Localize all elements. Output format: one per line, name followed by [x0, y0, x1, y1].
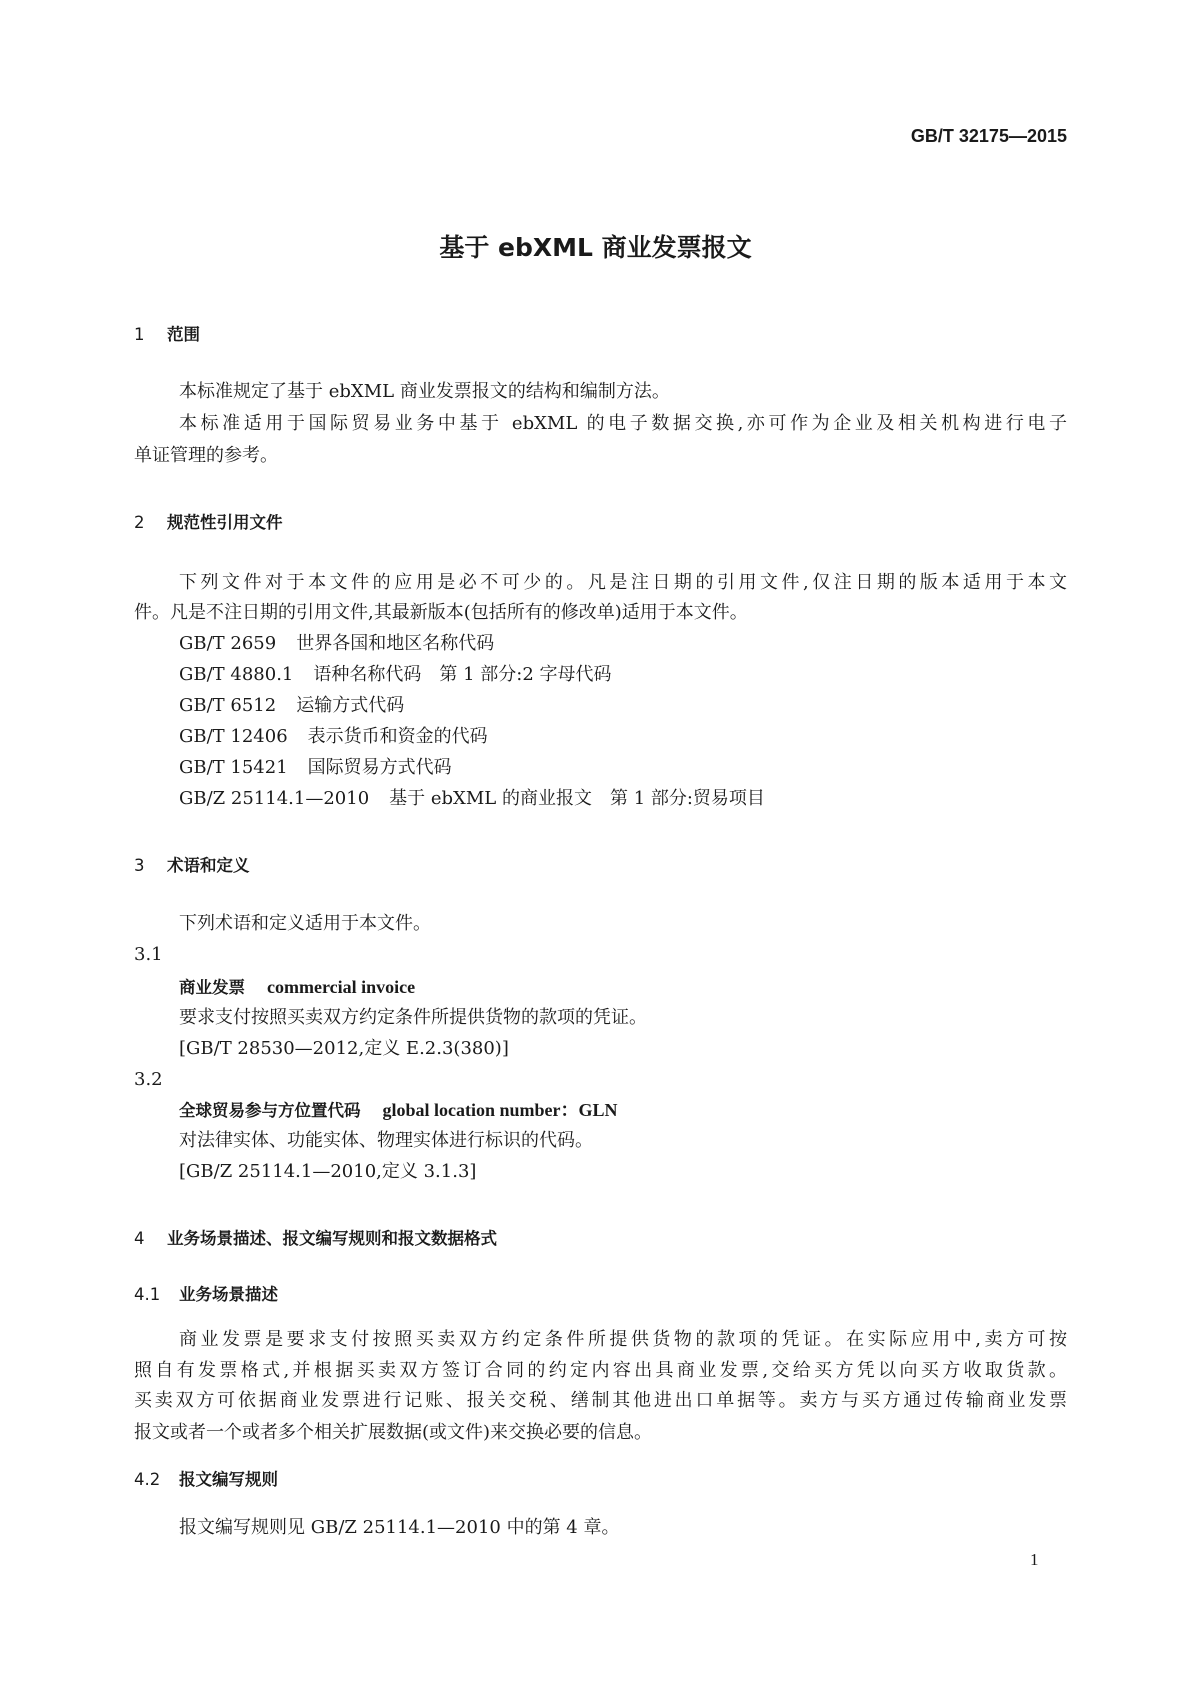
section-title: 术语和定义 — [167, 856, 250, 875]
section-4-1-heading — [134, 1281, 278, 1305]
normative-reference — [179, 633, 494, 655]
paragraph: 本标准适用于国际贸易业务中基于 ebXML 的电子数据交换,亦可作为企业及相关机构进行电子 — [179, 413, 1067, 434]
normative-reference — [179, 757, 452, 779]
paragraph-line: 报文或者一个或者多个相关扩展数据(或文件)来交换必要的信息。 — [134, 1422, 653, 1443]
paragraph: 件。凡是不注日期的引用文件,其最新版本(包括所有的修改单)适用于本文件。 — [134, 602, 748, 623]
section-3-heading — [134, 852, 250, 876]
term-zh: 全球贸易参与方位置代码 — [179, 1101, 361, 1120]
section-4-heading — [134, 1225, 497, 1249]
term-en: commercial invoice — [267, 977, 416, 997]
term-source: [GB/T 28530—2012,定义 E.2.3(380)] — [179, 1038, 509, 1059]
reference-title: 基于 ebXML 的商业报文 第 1 部分:贸易项目 — [389, 788, 765, 809]
standard-number: GB/T 32175—2015 — [910, 126, 1067, 146]
term-zh: 商业发票 — [179, 978, 245, 997]
paragraph-line: 商业发票是要求支付按照买卖双方约定条件所提供货物的款项的凭证。在实际应用中,卖方可按 — [179, 1329, 1067, 1350]
term-definition: 要求支付按照买卖双方约定条件所提供货物的款项的凭证。 — [179, 1007, 647, 1028]
reference-title: 语种名称代码 第 1 部分:2 字母代码 — [313, 664, 612, 685]
term-en: global location number：GLN — [382, 1100, 618, 1120]
section-number: 1 — [134, 325, 145, 344]
paragraph: 下列文件对于本文件的应用是必不可少的。凡是注日期的引用文件,仅注日期的版本适用于本文 — [179, 572, 1067, 593]
paragraph-line: 照自有发票格式,并根据买卖双方签订合同的约定内容出具商业发票,交给买方凭以向买方收取货款。 — [134, 1360, 1067, 1381]
section-1-heading — [134, 321, 200, 345]
reference-code: GB/T 6512 — [179, 695, 277, 716]
section-number: 4.2 — [134, 1470, 161, 1489]
paragraph: 报文编写规则见 GB/Z 25114.1—2010 中的第 4 章。 — [179, 1517, 620, 1538]
page-number: 1 — [1030, 1550, 1039, 1569]
term-name — [179, 1099, 618, 1122]
section-title: 范围 — [167, 325, 200, 344]
term-number: 3.2 — [134, 1069, 163, 1090]
normative-reference — [179, 664, 612, 686]
section-title: 业务场景描述 — [179, 1285, 278, 1304]
paragraph-line: 买卖双方可依据商业发票进行记账、报关交税、缮制其他进出口单据等。卖方与买方通过传输商业发票 — [134, 1390, 1067, 1411]
reference-title: 表示货币和资金的代码 — [307, 726, 488, 747]
reference-code: GB/T 12406 — [179, 726, 288, 747]
reference-title: 国际贸易方式代码 — [307, 757, 452, 778]
normative-reference — [179, 726, 488, 748]
section-title: 报文编写规则 — [179, 1470, 278, 1489]
normative-reference — [179, 788, 765, 810]
section-number: 4 — [134, 1229, 145, 1248]
section-4-2-heading — [134, 1466, 278, 1490]
paragraph: 单证管理的参考。 — [134, 445, 278, 466]
section-number: 2 — [134, 513, 145, 532]
section-2-heading — [134, 509, 283, 533]
paragraph: 本标准规定了基于 ebXML 商业发票报文的结构和编制方法。 — [179, 381, 670, 402]
section-title: 业务场景描述、报文编写规则和报文数据格式 — [167, 1229, 497, 1248]
term-source: [GB/Z 25114.1—2010,定义 3.1.3] — [179, 1161, 477, 1182]
reference-title: 运输方式代码 — [296, 695, 405, 716]
reference-code: GB/T 15421 — [179, 757, 288, 778]
section-number: 4.1 — [134, 1285, 161, 1304]
term-number: 3.1 — [134, 944, 163, 965]
section-number: 3 — [134, 856, 145, 875]
paragraph: 下列术语和定义适用于本文件。 — [179, 913, 431, 934]
reference-code: GB/T 4880.1 — [179, 664, 294, 685]
reference-code: GB/T 2659 — [179, 633, 277, 654]
reference-code: GB/Z 25114.1—2010 — [179, 788, 370, 809]
section-title: 规范性引用文件 — [167, 513, 283, 532]
normative-reference — [179, 695, 404, 717]
term-definition: 对法律实体、功能实体、物理实体进行标识的代码。 — [179, 1130, 593, 1151]
reference-title: 世界各国和地区名称代码 — [296, 633, 495, 654]
term-name — [179, 976, 415, 999]
document-title: 基于 ebXML 商业发票报文 — [439, 233, 752, 262]
